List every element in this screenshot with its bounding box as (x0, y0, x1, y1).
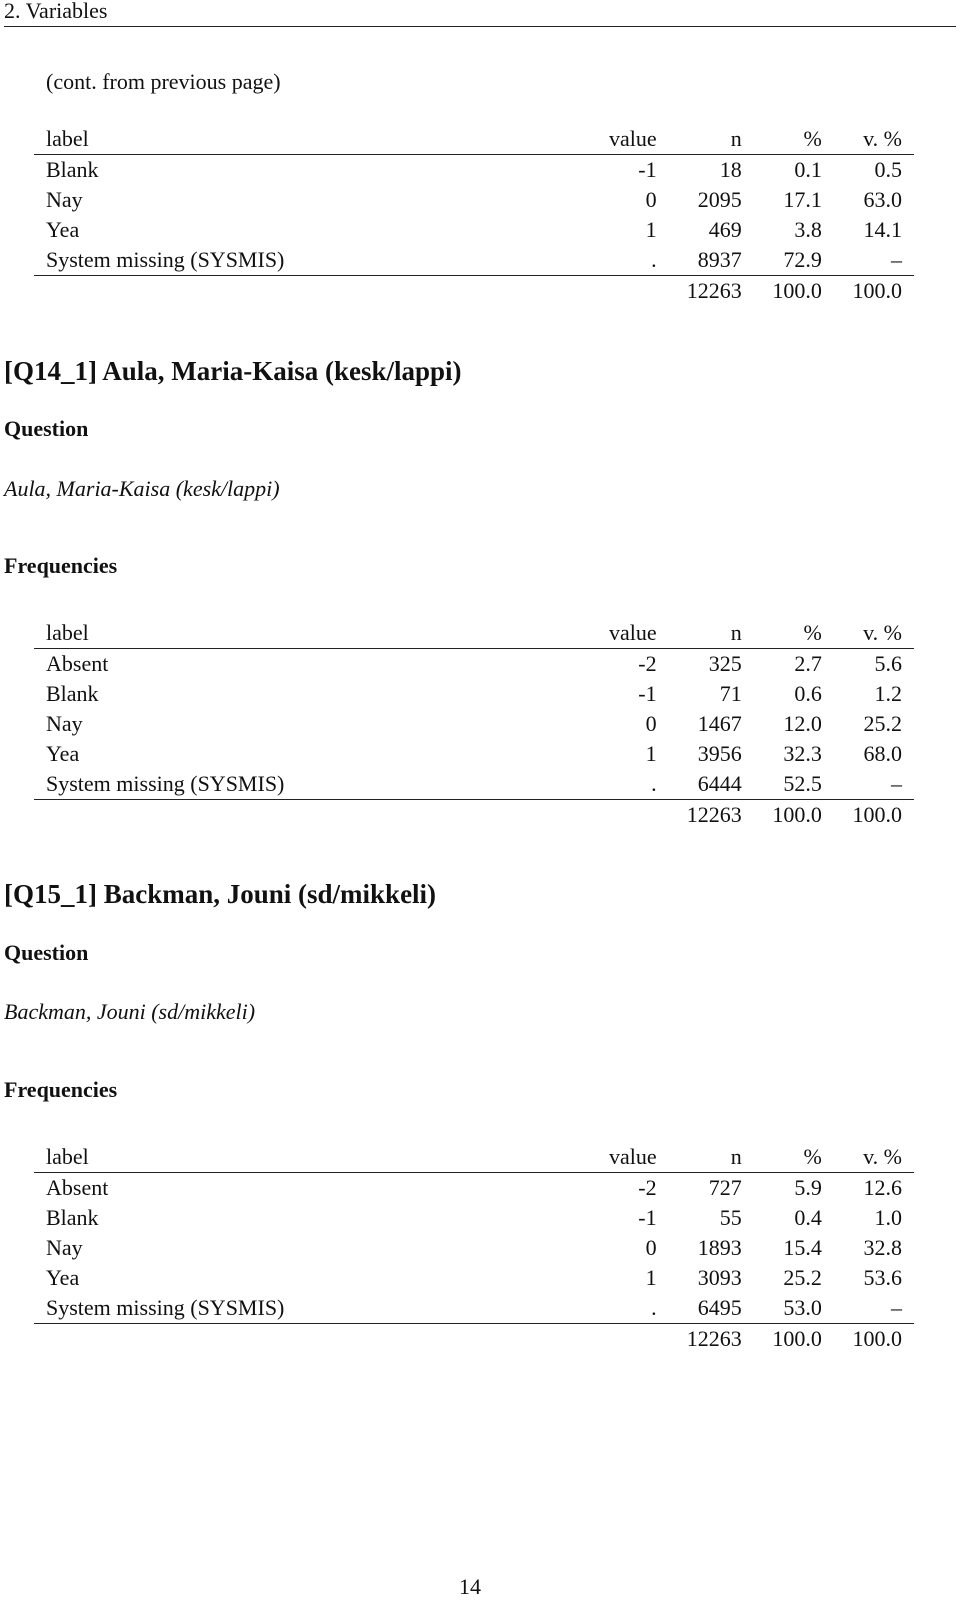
cell-percent: 2.7 (794, 651, 822, 676)
table-row (34, 1263, 914, 1293)
table-row (34, 769, 914, 800)
column-header-valid-percent: v. % (822, 1142, 914, 1173)
running-header: 2. Variables (4, 0, 956, 27)
cell-value: . (558, 1293, 657, 1324)
question-text: Aula, Maria-Kaisa (kesk/lappi) (4, 476, 280, 501)
cell-label: Nay (46, 711, 83, 736)
cell-valid-percent: 100.0 (852, 1326, 902, 1351)
table-row (34, 1233, 914, 1263)
section-title-q14: [Q14_1] Aula, Maria-Kaisa (kesk/lappi) (4, 356, 462, 386)
cell-n: 6495 (657, 1293, 742, 1324)
cell-value: 0 (645, 711, 657, 736)
cell-valid-percent: 68.0 (863, 741, 902, 766)
column-header-value: value (558, 1142, 657, 1173)
cell-percent: 0.1 (794, 157, 822, 182)
cell-value: -1 (638, 157, 657, 182)
table-total-row (34, 800, 914, 831)
cell-valid-percent: 32.8 (863, 1235, 902, 1260)
table-total-row (34, 1324, 914, 1355)
cell-n: 325 (708, 651, 742, 676)
continuation-frequency-table (34, 124, 914, 306)
cell-percent: 32.3 (783, 741, 822, 766)
table-row (34, 185, 914, 215)
section-title-q15: [Q15_1] Backman, Jouni (sd/mikkeli) (4, 879, 437, 909)
column-header-n: n (657, 618, 742, 649)
cell-label (34, 1324, 558, 1355)
cell-valid-percent: – (822, 1293, 914, 1324)
table-row (34, 649, 914, 680)
cell-percent: 12.0 (783, 711, 822, 736)
cell-percent: 15.4 (783, 1235, 822, 1260)
table-row (34, 709, 914, 739)
page-number: 14 (459, 1574, 481, 1599)
frequency-table-q15 (34, 1142, 914, 1354)
cell-value: . (558, 245, 657, 276)
cell-n: 12263 (686, 802, 742, 827)
cell-label (34, 276, 558, 307)
table-header-row (34, 124, 914, 155)
frequencies-heading: Frequencies (4, 553, 118, 578)
cell-valid-percent: 100.0 (852, 278, 902, 303)
cell-label: System missing (SYSMIS) (34, 245, 558, 276)
table-row (34, 1173, 914, 1204)
cell-n: 55 (719, 1205, 742, 1230)
column-header-valid-percent: v. % (822, 618, 914, 649)
cell-percent: 52.5 (742, 769, 822, 800)
cell-valid-percent: – (822, 245, 914, 276)
column-header-percent: % (742, 1142, 822, 1173)
cell-label: System missing (SYSMIS) (34, 1293, 558, 1324)
column-header-value: value (558, 618, 657, 649)
table-row (34, 215, 914, 245)
cell-valid-percent: 100.0 (852, 802, 902, 827)
cell-valid-percent: 25.2 (863, 711, 902, 736)
cell-label: Nay (46, 187, 83, 212)
cell-n: 1893 (697, 1235, 742, 1260)
cell-label: Absent (46, 1175, 109, 1200)
cell-label: Nay (46, 1235, 83, 1260)
cell-value: . (558, 769, 657, 800)
cell-n: 3956 (697, 741, 742, 766)
cell-n: 12263 (686, 1326, 742, 1351)
question-heading: Question (4, 416, 89, 441)
column-header-valid-percent: v. % (822, 124, 914, 155)
cell-percent: 25.2 (783, 1265, 822, 1290)
table-row (34, 1293, 914, 1324)
cell-value (558, 800, 657, 831)
table-header-row (34, 1142, 914, 1173)
column-header-n: n (657, 124, 742, 155)
cell-value: 1 (645, 217, 657, 242)
cell-percent: 0.6 (794, 681, 822, 706)
cell-n: 2095 (697, 187, 742, 212)
cell-value: 1 (645, 741, 657, 766)
cell-valid-percent: 12.6 (863, 1175, 902, 1200)
cell-n: 18 (719, 157, 742, 182)
cell-percent: 53.0 (742, 1293, 822, 1324)
cell-value (558, 1324, 657, 1355)
table-row (34, 1203, 914, 1233)
frequency-table-q14 (34, 618, 914, 830)
table-row (34, 739, 914, 769)
cell-n: 8937 (657, 245, 742, 276)
cell-label: Yea (46, 741, 80, 766)
cell-n: 12263 (686, 278, 742, 303)
cell-percent: 100.0 (772, 1326, 822, 1351)
cell-value: -2 (638, 651, 657, 676)
table-row (34, 155, 914, 186)
column-header-label: label (34, 618, 558, 649)
cell-value (558, 276, 657, 307)
cell-valid-percent: 53.6 (863, 1265, 902, 1290)
cell-valid-percent: 14.1 (863, 217, 902, 242)
cell-label: Absent (46, 651, 109, 676)
cell-percent: 3.8 (794, 217, 822, 242)
cell-percent: 0.4 (794, 1205, 822, 1230)
cell-value: 1 (645, 1265, 657, 1290)
cell-value: 0 (645, 187, 657, 212)
cell-label: Blank (46, 1205, 99, 1230)
cell-label: Yea (46, 1265, 80, 1290)
table-total-row (34, 276, 914, 307)
column-header-label: label (34, 124, 558, 155)
cell-value: -1 (638, 681, 657, 706)
cell-n: 6444 (657, 769, 742, 800)
frequencies-heading: Frequencies (4, 1077, 118, 1102)
cell-percent: 5.9 (794, 1175, 822, 1200)
table-row (34, 679, 914, 709)
column-header-n: n (657, 1142, 742, 1173)
cell-n: 3093 (697, 1265, 742, 1290)
cell-percent: 72.9 (742, 245, 822, 276)
table-row (34, 245, 914, 276)
cell-label (34, 800, 558, 831)
column-header-percent: % (742, 618, 822, 649)
cell-percent: 17.1 (783, 187, 822, 212)
cell-n: 71 (719, 681, 742, 706)
cell-label: System missing (SYSMIS) (34, 769, 558, 800)
table-header-row (34, 618, 914, 649)
cell-n: 469 (708, 217, 742, 242)
cell-label: Blank (46, 681, 99, 706)
cell-n: 727 (708, 1175, 742, 1200)
cell-percent: 100.0 (772, 802, 822, 827)
cell-percent: 100.0 (772, 278, 822, 303)
question-text: Backman, Jouni (sd/mikkeli) (4, 999, 256, 1024)
column-header-percent: % (742, 124, 822, 155)
cell-value: 0 (645, 1235, 657, 1260)
cell-valid-percent: 5.6 (874, 651, 902, 676)
cell-valid-percent: 63.0 (863, 187, 902, 212)
continuation-note: (cont. from previous page) (46, 69, 281, 94)
cell-valid-percent: 0.5 (874, 157, 902, 182)
cell-value: -2 (638, 1175, 657, 1200)
cell-valid-percent: 1.0 (874, 1205, 902, 1230)
cell-value: -1 (638, 1205, 657, 1230)
cell-valid-percent: – (822, 769, 914, 800)
cell-label: Yea (46, 217, 80, 242)
column-header-value: value (558, 124, 657, 155)
column-header-label: label (34, 1142, 558, 1173)
cell-label: Blank (46, 157, 99, 182)
cell-n: 1467 (697, 711, 742, 736)
question-heading: Question (4, 940, 89, 965)
cell-valid-percent: 1.2 (874, 681, 902, 706)
